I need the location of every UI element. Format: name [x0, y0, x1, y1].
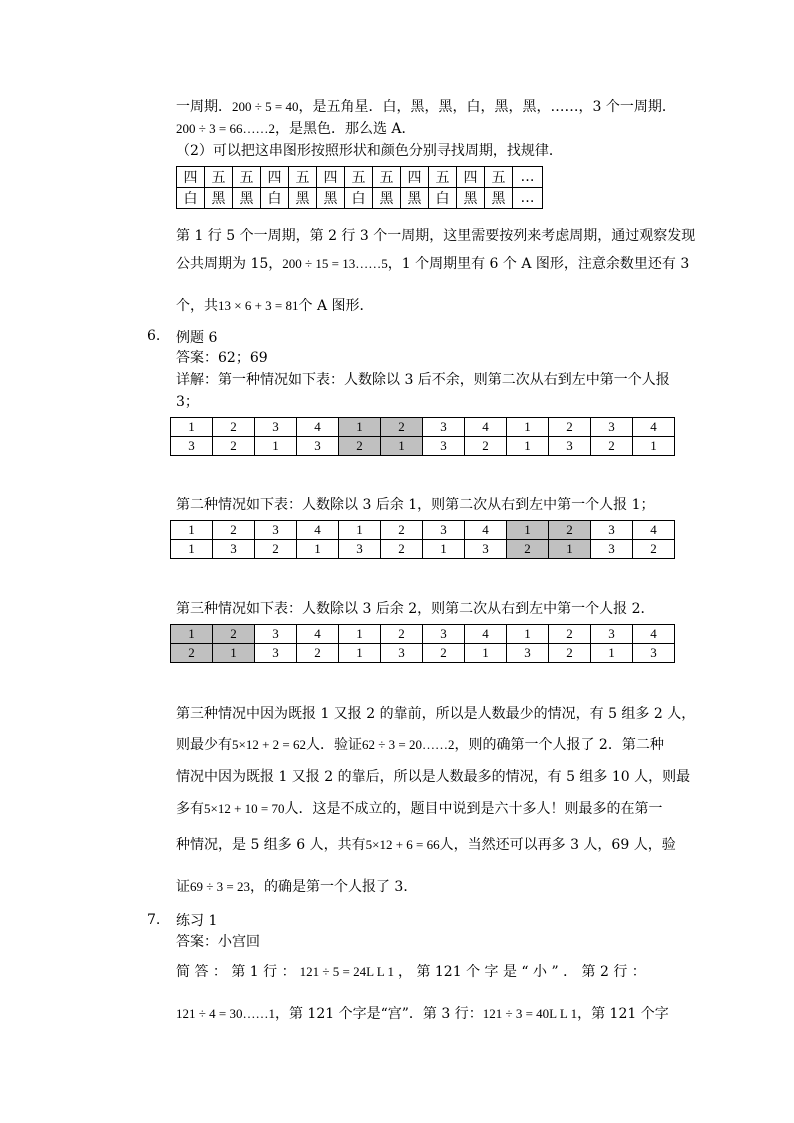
text: ，第 121 个字	[577, 1006, 669, 1022]
table-row	[171, 437, 675, 456]
color-cell: 黑	[205, 188, 233, 209]
table-cell: 1	[339, 625, 381, 644]
case-2-line: 第二种情况如下表：人数除以 3 后余 1，则第二次从右到左中第一个人报 1；	[176, 497, 655, 513]
conclusion-line-3: 情况中因为既报 1 又报 2 的靠后，所以是人数最多的情况，有 5 组多 10 人，则最	[176, 769, 691, 785]
table-cell: 1	[549, 540, 591, 559]
case-3-line: 第三种情况如下表：人数除以 3 后余 2，则第二次从右到左中第一个人报 2．	[176, 601, 655, 617]
period-line-2	[176, 118, 416, 138]
text: ，第 121 个字是“宫”．第 3 行：	[274, 1006, 483, 1022]
table-cell: 3	[213, 540, 255, 559]
table-cell: 1	[633, 437, 675, 456]
text: 证	[176, 879, 190, 895]
table-cell: 1	[465, 644, 507, 663]
color-cell: 黑	[289, 188, 317, 209]
shape-cell: 五	[289, 167, 317, 188]
table-cell: 3	[255, 418, 297, 437]
table-cell: 3	[591, 540, 633, 559]
table-cell: 3	[423, 625, 465, 644]
shape-row	[177, 167, 543, 188]
table-cell: 3	[507, 644, 549, 663]
part-2-heading: （2）可以把这串图形按照形状和颜色分别寻找周期，找规律．	[176, 143, 563, 159]
color-cell: 白	[261, 188, 289, 209]
table-cell: 2	[465, 437, 507, 456]
item-number: 6.	[147, 328, 161, 344]
table-cell: 2	[255, 540, 297, 559]
table-cell: 3	[591, 521, 633, 540]
text: ， 第 121 个 字 是 “ 小 ” ． 第 2 行 ：	[398, 964, 646, 980]
explain-line-2	[176, 253, 689, 273]
table-cell: 1	[591, 644, 633, 663]
table-cell: 3	[339, 540, 381, 559]
detail-line-2: 3；	[176, 394, 199, 410]
text: 简 答 ： 第 1 行 ：	[176, 964, 296, 980]
shape-cell: 五	[373, 167, 401, 188]
table-cell: 3	[591, 625, 633, 644]
explain-line-3	[176, 295, 374, 315]
equation: 69 ÷ 3 = 23	[190, 879, 250, 894]
conclusion-line-4	[176, 798, 663, 818]
table-cell: 3	[549, 437, 591, 456]
text: 则最少有	[176, 737, 232, 753]
shape-cell: 五	[345, 167, 373, 188]
text: 人．这是不成立的，题目中说到是六十多人！则最多的在第一	[284, 801, 663, 817]
shape-cell: 五	[205, 167, 233, 188]
table-cell: 2	[381, 625, 423, 644]
equation: 5×12 + 10 = 70	[204, 801, 285, 816]
color-cell: 黑	[401, 188, 429, 209]
example-title: 例题 6	[176, 330, 218, 346]
table-cell: 2	[633, 540, 675, 559]
table-cell: 4	[465, 521, 507, 540]
equation: 121 ÷ 5 = 24L L 1	[299, 964, 394, 979]
table-cell: 2	[591, 437, 633, 456]
table-cell: 4	[633, 521, 675, 540]
table-row	[171, 644, 675, 663]
table-cell: 3	[423, 521, 465, 540]
table-cell: 2	[549, 644, 591, 663]
text: 人．验证	[306, 737, 362, 753]
shape-cell: 四	[317, 167, 345, 188]
answer-line: 答案：62；69	[176, 350, 268, 366]
text: ，1 个周期里有 6 个 A 图形，注意余数里还有 3	[387, 256, 690, 272]
answer-line: 答案：小宫回	[176, 934, 260, 950]
table-cell: 2	[213, 521, 255, 540]
table-cell: 3	[255, 644, 297, 663]
text: 公共周期为 15，	[176, 256, 283, 272]
color-row	[177, 188, 543, 209]
table-cell: 3	[423, 437, 465, 456]
equation: 200 ÷ 5 = 40	[232, 99, 299, 114]
table-cell: 2	[381, 521, 423, 540]
shape-cell: 五	[485, 167, 513, 188]
shape-cell: 五	[429, 167, 457, 188]
table-cell: 1	[213, 644, 255, 663]
table-cell: 2	[423, 644, 465, 663]
table-cell: 1	[339, 418, 381, 437]
conclusion-line-6	[176, 876, 417, 896]
color-cell: 黑	[233, 188, 261, 209]
table-cell: 4	[465, 625, 507, 644]
table-cell: 3	[171, 437, 213, 456]
brief-line-1	[176, 961, 646, 981]
table-cell: 1	[255, 437, 297, 456]
color-cell: 黑	[457, 188, 485, 209]
table-cell: 1	[507, 625, 549, 644]
color-cell: …	[513, 188, 543, 209]
color-cell: 黑	[317, 188, 345, 209]
explain-line-1: 第 1 行 5 个一周期，第 2 行 3 个一周期，这里需要按列来考虑周期，通过观察发现	[176, 228, 696, 244]
table-cell: 2	[213, 625, 255, 644]
text: 多有	[176, 801, 204, 817]
table-cell: 1	[171, 625, 213, 644]
text: 一周期．	[176, 99, 232, 115]
table-cell: 3	[255, 625, 297, 644]
table-cell: 2	[297, 644, 339, 663]
shape-cell: 五	[233, 167, 261, 188]
equation: 121 ÷ 4 = 30……1	[176, 1006, 275, 1021]
table-cell: 1	[339, 644, 381, 663]
table-cell: 1	[171, 540, 213, 559]
text: 个，共	[176, 298, 218, 314]
equation: 5×12 + 2 = 62	[232, 737, 306, 752]
equation: 121 ÷ 3 = 40L L 1	[482, 1006, 578, 1021]
table-cell: 1	[171, 521, 213, 540]
table-cell: 2	[507, 540, 549, 559]
equation: 200 ÷ 3 = 66……2	[176, 121, 275, 136]
table-cell: 3	[255, 521, 297, 540]
color-cell: 黑	[485, 188, 513, 209]
table-cell: 3	[381, 644, 423, 663]
equation: 13 × 6 + 3 = 81	[218, 298, 299, 313]
shape-cell: 四	[177, 167, 205, 188]
table-cell: 2	[213, 418, 255, 437]
item-number: 7.	[147, 912, 161, 928]
color-cell: 黑	[373, 188, 401, 209]
exercise-title: 练习 1	[176, 913, 218, 929]
case-3-table	[170, 624, 675, 663]
table-cell: 4	[633, 625, 675, 644]
table-cell: 3	[465, 540, 507, 559]
table-cell: 1	[339, 521, 381, 540]
conclusion-line-5	[176, 834, 676, 854]
table-cell: 1	[381, 437, 423, 456]
text: ，则的确第一个人报了 2．第二种	[454, 737, 664, 753]
equation: 5×12 + 6 = 66	[365, 837, 440, 852]
color-cell: 白	[177, 188, 205, 209]
table-cell: 1	[171, 418, 213, 437]
shape-cell: …	[513, 167, 543, 188]
table-cell: 2	[549, 521, 591, 540]
table-cell: 1	[507, 521, 549, 540]
color-cell: 白	[429, 188, 457, 209]
table-cell: 3	[297, 437, 339, 456]
table-cell: 2	[213, 437, 255, 456]
text: ，的确是第一个人报了 3．	[249, 879, 418, 895]
table-cell: 1	[507, 437, 549, 456]
table-cell: 3	[591, 418, 633, 437]
period-line-1	[176, 96, 676, 116]
table-cell: 4	[465, 418, 507, 437]
shape-cell: 四	[261, 167, 289, 188]
table-cell: 1	[507, 418, 549, 437]
table-cell: 4	[297, 521, 339, 540]
table-cell: 4	[633, 418, 675, 437]
table-cell: 2	[381, 540, 423, 559]
text: 人，当然还可以再多 3 人，69 人，验	[439, 837, 676, 853]
equation: 200 ÷ 15 = 13……5	[282, 256, 388, 271]
table-row	[171, 418, 675, 437]
table-row	[171, 540, 675, 559]
table-cell: 1	[297, 540, 339, 559]
case-2-table	[170, 520, 675, 559]
detail-line-1: 详解：第一种情况如下表：人数除以 3 后不余，则第二次从右到左中第一个人报	[176, 372, 670, 388]
equation: 62 ÷ 3 = 20……2	[362, 737, 455, 752]
table-cell: 1	[423, 540, 465, 559]
shape-cell: 四	[401, 167, 429, 188]
conclusion-line-1: 第三种情况中因为既报 1 又报 2 的靠前，所以是人数最少的情况，有 5 组多 2 人，	[176, 706, 696, 722]
shape-color-table	[176, 166, 543, 209]
table-cell: 4	[297, 418, 339, 437]
table-cell: 2	[381, 418, 423, 437]
table-cell: 2	[549, 625, 591, 644]
table-cell: 3	[633, 644, 675, 663]
shape-cell: 四	[457, 167, 485, 188]
case-1-table	[170, 417, 675, 456]
table-row	[171, 521, 675, 540]
table-cell: 2	[171, 644, 213, 663]
brief-line-2	[176, 1003, 669, 1023]
table-cell: 4	[297, 625, 339, 644]
conclusion-line-2	[176, 734, 664, 754]
table-row	[171, 625, 675, 644]
text: 个 A 图形．	[298, 298, 374, 314]
table-cell: 2	[549, 418, 591, 437]
color-cell: 白	[345, 188, 373, 209]
text: 种情况，是 5 组多 6 人，共有	[176, 837, 366, 853]
text: ，是黑色．那么选 A．	[274, 121, 416, 137]
table-cell: 2	[339, 437, 381, 456]
text: ，是五角星．白，黑，黑，白，黑，黑，……，3 个一周期．	[298, 99, 676, 115]
table-cell: 3	[423, 418, 465, 437]
